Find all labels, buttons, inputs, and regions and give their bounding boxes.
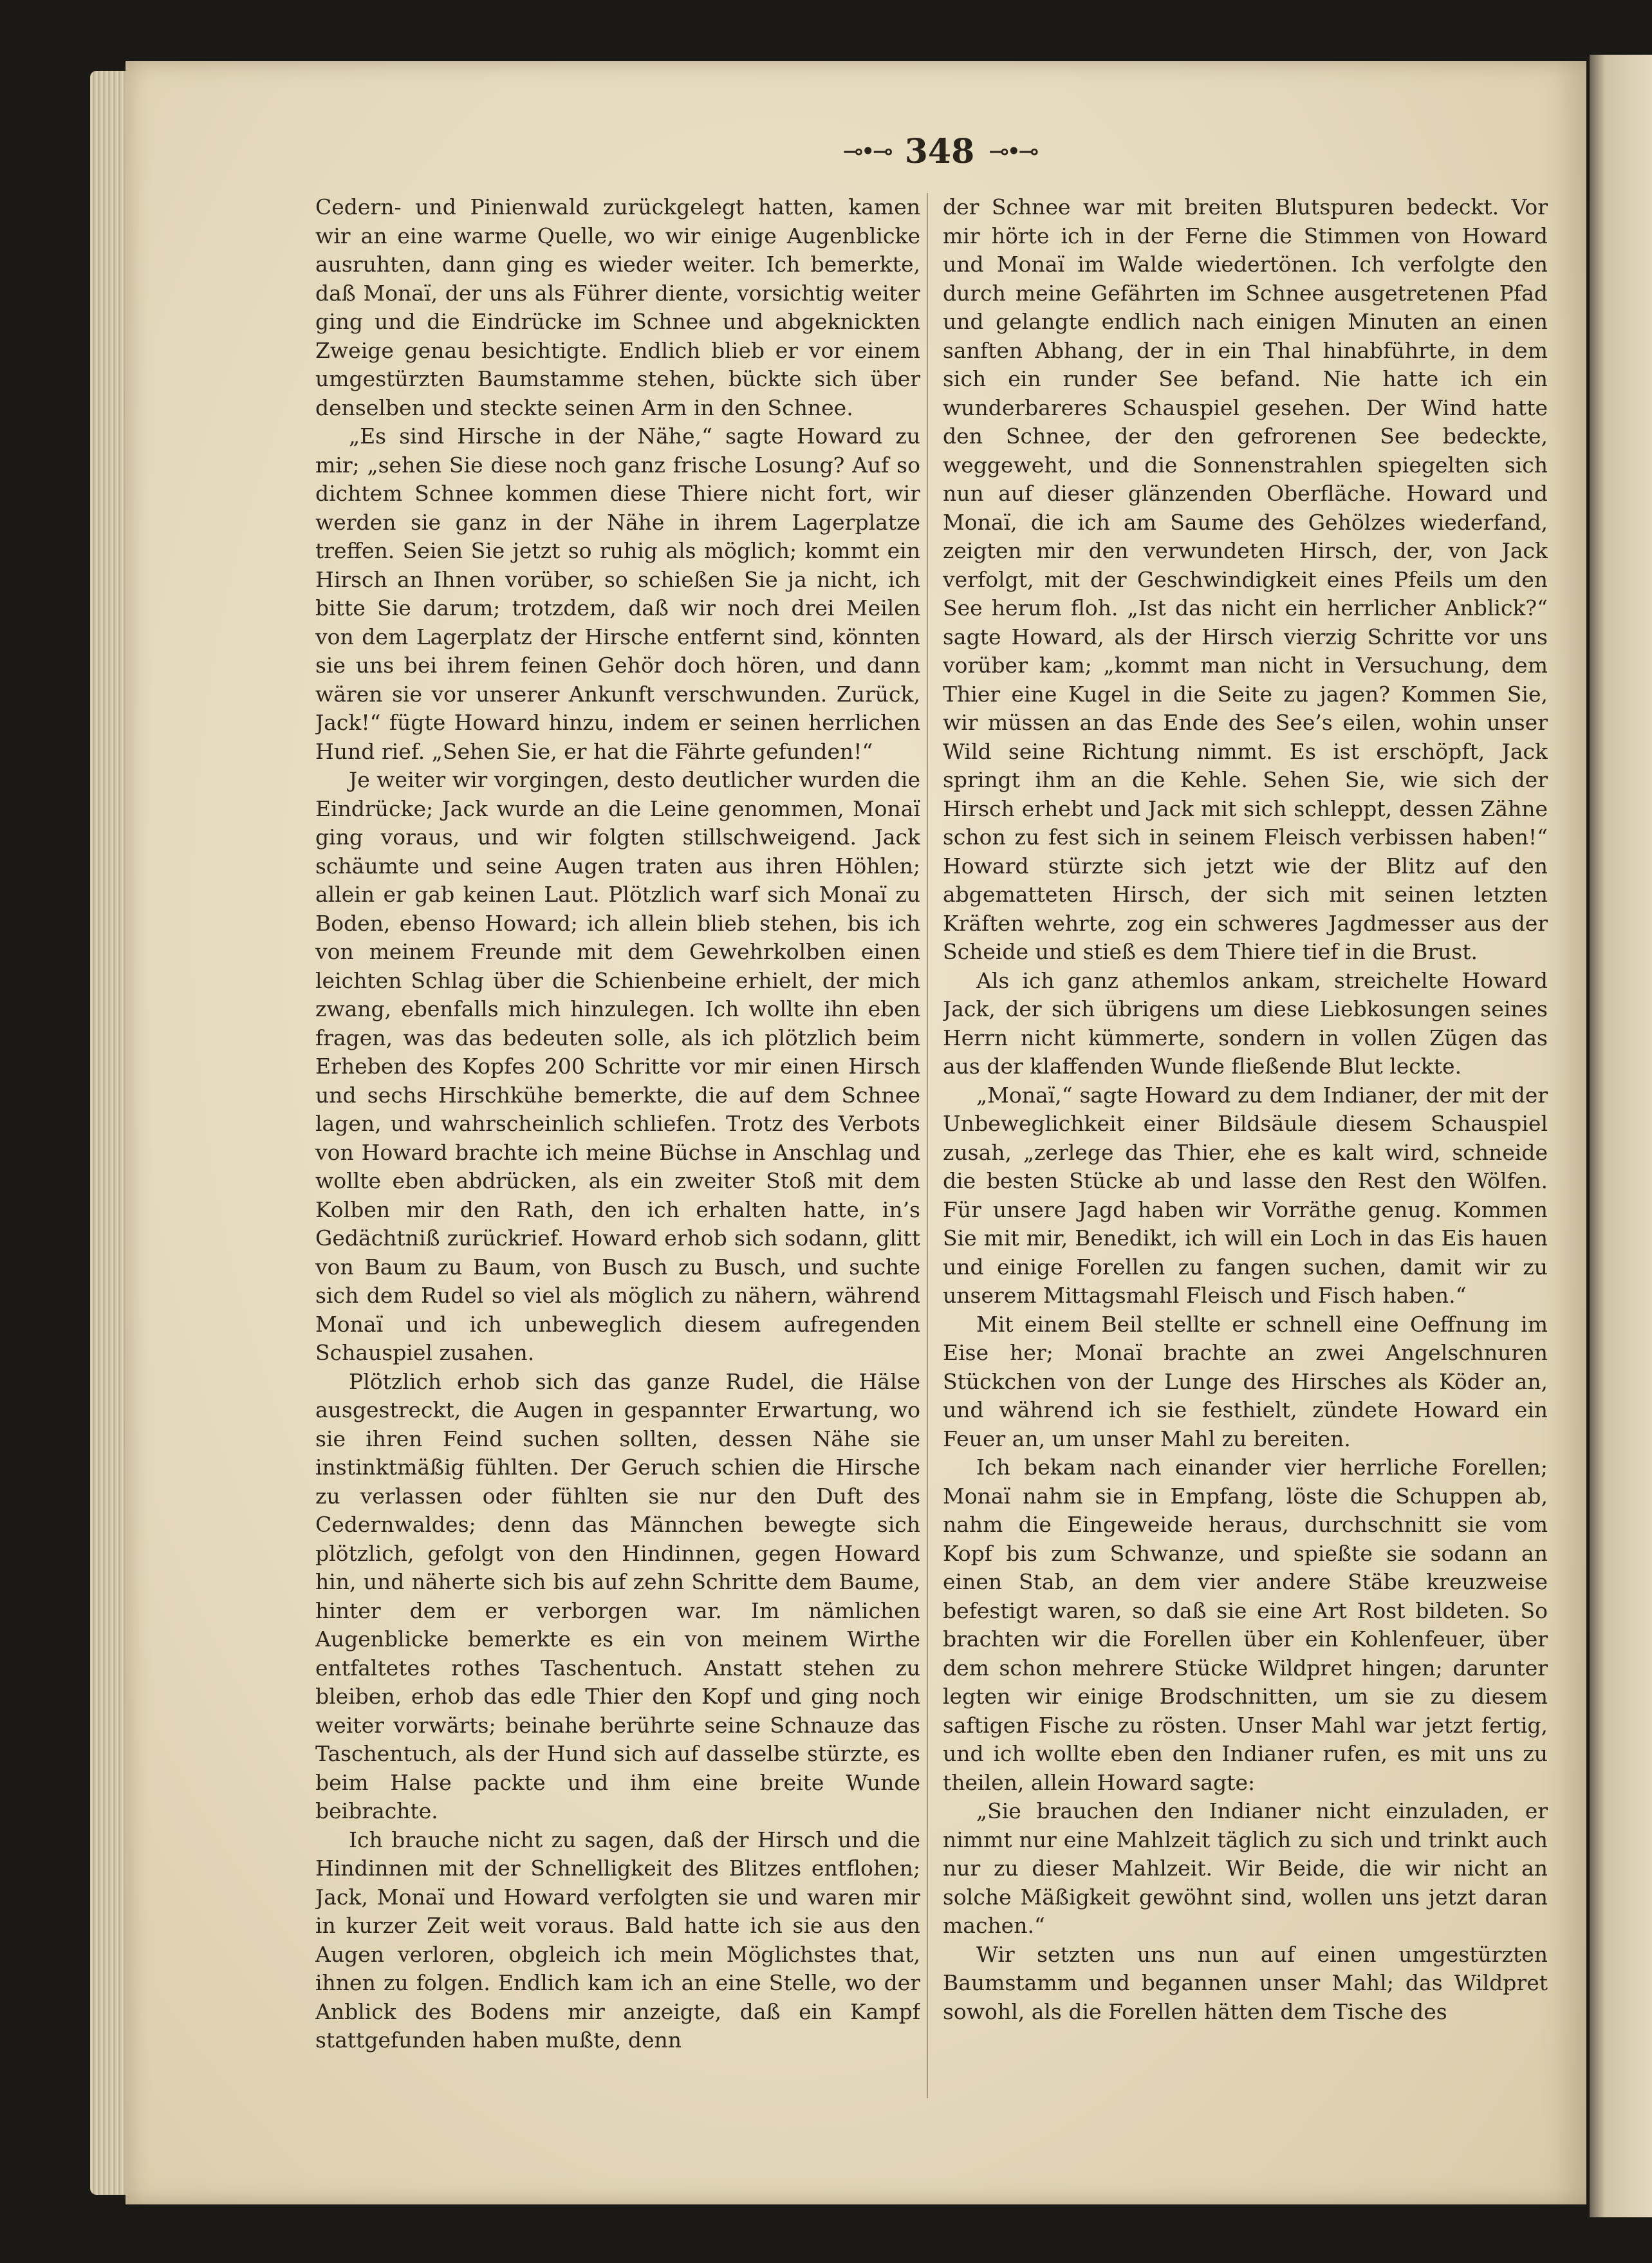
paragraph: Mit einem Beil stellte er schnell eine Oeffnung im Eise her; Monaï brachte an zwei Angelschnuren Stückchen von der Lunge des Hirsches als Köder an, und während ich sie festhielt, zündete Howard ein Feuer an, um unser Mahl zu bereiten. [943, 1311, 1548, 1451]
page-header [824, 129, 1055, 174]
paragraph: „Monaï,“ sagte Howard zu dem Indianer, der mit der Unbeweglichkeit einer Bildsäule diesem Schauspiel zusah, „zerlege das Thier, ehe es kalt wird, schneide die besten Stücke ab und lasse den Rest den Wölfen. Für unsere Jagd haben wir Vorräthe genug. Kommen Sie mit mir, Benedikt, ich will ein Loch in das Eis hauen und einige Forellen zu fangen suchen, damit wir zu unserem Mittagsmahl Fleisch und Fisch haben.“ [943, 1082, 1548, 1308]
paragraph: Ich brauche nicht zu sagen, daß der Hirsch und die Hindinnen mit der Schnelligkeit des Blitzes entflohen; Jack, Monaï und Howard verfolgten sie und waren mir in kurzer Zeit weit voraus. Bald hatte ich sie aus den Augen verloren, obgleich ich mein Möglichstes that, ihnen zu folgen. Endlich kam ich an eine Stelle, wo der Anblick des Bodens mir anzeigte, daß ein Kampf stattgefunden haben mußte, denn [315, 1827, 920, 2053]
right-column [943, 193, 1548, 2118]
paragraph: „Es sind Hirsche in der Nähe,“ sagte Howard zu mir; „sehen Sie diese noch ganz frische Losung? Auf so dichtem Schnee kommen diese Thiere nicht fort, wir werden sie ganz in der Nähe in ihrem Lagerplatze treffen. Seien Sie jetzt so ruhig als möglich; kommt ein Hirsch an Ihnen vorüber, so schießen Sie ja nicht, ich bitte Sie darum; trotzdem, daß wir noch drei Meilen von dem Lagerplatz der Hirsche entfernt sind, könnten sie uns bei ihrem feinen Gehör doch hören, und dann wären sie vor unserer Ankunft verschwunden. Zurück, Jack!“ fügte Howard hinzu, indem er seinen herrlichen Hund rief. „Sehen Sie, er hat die Fährte gefunden!“ [315, 424, 920, 764]
page-number: 348 [904, 131, 975, 171]
left-column [315, 193, 920, 2118]
paragraph: „Sie brauchen den Indianer nicht einzuladen, er nimmt nur eine Mahlzeit täglich zu sich und trinkt auch nur zu dieser Mahlzeit. Wir Beide, die wir nicht an solche Mäßigkeit gewöhnt sind, wollen uns jetzt daran machen.“ [943, 1798, 1548, 1938]
paragraph: Wir setzten uns nun auf einen umgestürzten Baumstamm und begannen unser Mahl; das Wildpret sowohl, als die Forellen hätten dem Tische des [943, 1941, 1548, 2024]
right-ornament-icon: ⊸•⊸ [988, 137, 1037, 165]
left-ornament-icon: ⊸•⊸ [842, 137, 891, 165]
paragraph: der Schnee war mit breiten Blutspuren bedeckt. Vor mir hörte ich in der Ferne die Stimmen von Howard und Monaï im Walde wiedertönen. Ich verfolgte den durch meine Gefährten im Schnee ausgetretenen Pfad und gelangte endlich nach einigen Minuten an einen sanften Abhang, der in ein Thal hinabführte, in dem sich ein runder See befand. Nie hatte ich ein wunderbareres Schauspiel gesehen. Der Wind hatte den Schnee, der den gefrorenen See bedeckte, weggeweht, und die Sonnenstrahlen spiegelten sich nun auf dieser glänzenden Oberfläche. Howard und Monaï, die ich am Saume des Gehölzes wiederfand, zeigten mir den verwundeten Hirsch, der, von Jack verfolgt, mit der Geschwindigkeit eines Pfeils um den See herum floh. „Ist das nicht ein herrlicher Anblick?“ sagte Howard, als der Hirsch vierzig Schritte vor uns vorüber kam; „kommt man nicht in Versuchung, dem Thier eine Kugel in die Seite zu jagen? Kommen Sie, wir müssen an das Ende des See’s eilen, wohin unser Wild seine Richtung nimmt. Es ist erschöpft, Jack springt ihm an die Kehle. Sehen Sie, wie sich der Hirsch erhebt und Jack mit sich schleppt, dessen Zähne schon zu fest sich in seinem Fleisch verbissen haben!“ Howard stürzte sich jetzt wie der Blitz auf den abgematteten Hirsch, der sich mit seinen letzten Kräften wehrte, zog ein schweres Jagdmesser aus der Scheide und stieß es dem Thiere tief in die Brust. [943, 194, 1548, 964]
column-divider [927, 193, 928, 2098]
paragraph: Plötzlich erhob sich das ganze Rudel, die Hälse ausgestreckt, die Augen in gespannter Erwartung, wo sie ihren Feind suchen sollten, dessen Nähe sie instinktmäßig fühlten. Der Geruch schien die Hirsche zu verlassen oder fühlten sie nur den Duft des Cedernwaldes; denn das Männchen bewegte sich plötzlich, gefolgt von den Hindinnen, gegen Howard hin, und näherte sich bis auf zehn Schritte dem Baume, hinter dem er verborgen war. Im nämlichen Augenblicke bemerkte es ein von meinem Wirthe entfaltetes rothes Taschentuch. Anstatt stehen zu bleiben, erhob das edle Thier den Kopf und ging noch weiter vorwärts; beinahe berührte seine Schnauze das Taschentuch, als der Hund sich auf dasselbe stürzte, es beim Halse packte und ihm eine breite Wunde beibrachte. [315, 1368, 920, 1823]
paragraph: Als ich ganz athemlos ankam, streichelte Howard Jack, der sich übrigens um diese Liebkosungen seines Herrn nicht kümmerte, sondern in vollen Zügen das aus der klaffenden Wunde fließende Blut leckte. [943, 967, 1548, 1079]
paragraph: Ich bekam nach einander vier herrliche Forellen; Monaï nahm sie in Empfang, löste die Schuppen ab, nahm die Eingeweide heraus, durchschnitt sie vom Kopf bis zum Schwanze, und spießte sie sodann an einen Stab, an dem vier andere Stäbe kreuzweise befestigt waren, so daß sie eine Art Rost bildeten. So brachten wir die Forellen über ein Kohlenfeuer, über dem schon mehrere Stücke Wildpret hingen; darunter legten wir einige Brodschnitten, um sie zu diesem saftigen Fische zu rösten. Unser Mahl war jetzt fertig, und ich wollte eben den Indianer rufen, es mit uns zu theilen, allein Howard sagte: [943, 1455, 1548, 1795]
paragraph: Je weiter wir vorgingen, desto deutlicher wurden die Eindrücke; Jack wurde an die Leine genommen, Monaï ging voraus, und wir folgten stillschweigend. Jack schäumte und seine Augen traten aus ihren Höhlen; allein er gab keinen Laut. Plötzlich warf sich Monaï zu Boden, ebenso Howard; ich allein blieb stehen, bis ich von meinem Freunde mit dem Gewehrkolben einen leichten Schlag über die Schienbeine erhielt, der mich zwang, ebenfalls mich hinzulegen. Ich wollte ihn eben fragen, was das bedeuten solle, als ich plötzlich beim Erheben des Kopfes 200 Schritte vor mir einen Hirsch und sechs Hirschkühe bemerkte, die auf dem Schnee lagen, und wahrscheinlich schliefen. Trotz des Verbots von Howard brachte ich meine Büchse in Anschlag und wollte eben abdrücken, als ein zweiter Stoß mit dem Kolben mir den Rath, den ich erhalten hatte, in’s Gedächtniß zurückrief. Howard erhob sich sodann, glitt von Baum zu Baum, von Busch zu Busch, und suchte sich dem Rudel so viel als möglich zu nähern, während Monaï und ich unbeweglich diesem aufregenden Schauspiel zusahen. [315, 767, 920, 1365]
paragraph: Cedern- und Pinienwald zurückgelegt hatten, kamen wir an eine warme Quelle, wo wir einige Augenblicke ausruhten, dann ging es wieder weiter. Ich bemerkte, daß Monaï, der uns als Führer diente, vorsichtig weiter ging und die Eindrücke im Schnee und abgeknickten Zweige genau besichtigte. Endlich blieb er vor einem umgestürzten Baumstamme stehen, bückte sich über denselben und steckte seinen Arm in den Schnee. [315, 194, 920, 420]
next-page-edge [1590, 55, 1652, 2217]
